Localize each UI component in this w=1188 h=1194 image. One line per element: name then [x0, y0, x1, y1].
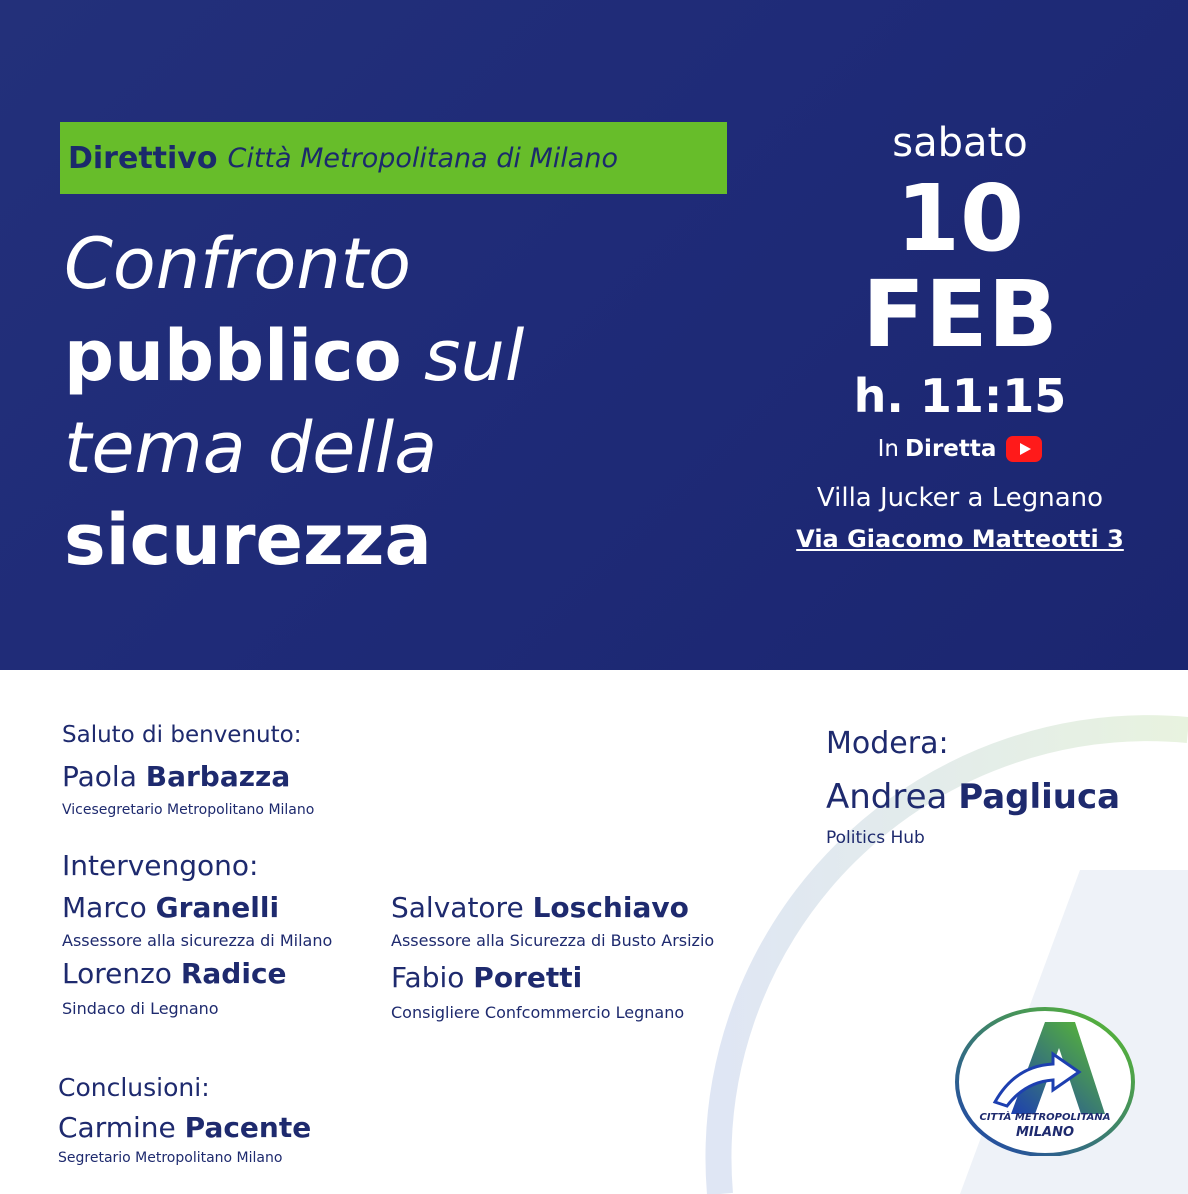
speaker-name [391, 958, 684, 998]
live-label: Diretta [904, 436, 997, 462]
first-name: Paola [62, 760, 137, 793]
last-name: Pagliuca [958, 777, 1121, 817]
conclusions-speaker-name [58, 1106, 311, 1150]
moderator-block [826, 724, 1120, 846]
conclusions-speaker-role: Segretario Metropolitano Milano [58, 1150, 283, 1166]
tag-bold-text: Direttivo [68, 140, 218, 176]
first-name: Carmine [58, 1111, 176, 1144]
welcome-speaker-name [62, 752, 314, 802]
tag-italic-text: Città Metropolitana di Milano [227, 142, 618, 174]
youtube-icon[interactable] [1006, 436, 1042, 462]
moderator-role: Politics Hub [826, 828, 925, 848]
event-address-link[interactable]: Via Giacomo Matteotti 3 [796, 525, 1124, 553]
speaker-name [62, 888, 332, 928]
last-name: Loschiavo [532, 891, 689, 924]
conclusions-heading: Conclusioni: [58, 1073, 210, 1102]
headline-line2-light: sul [424, 315, 525, 397]
headline-line1: Confronto [64, 223, 411, 305]
speaker-name [62, 954, 287, 994]
last-name: Radice [180, 957, 287, 990]
headline-line2-bold: pubblico [64, 315, 402, 397]
speaker-card [62, 954, 287, 1024]
speaker-role: Sindaco di Legnano [62, 999, 219, 1018]
welcome-speaker-role: Vicesegretario Metropolitano Milano [62, 802, 315, 818]
event-day: 10 [895, 165, 1025, 272]
speaker-role: Assessore alla sicurezza di Milano [62, 931, 333, 950]
event-venue: Villa Jucker a Legnano [816, 483, 1104, 513]
speaker-name [391, 888, 714, 928]
citta-metropolitana-logo [955, 1006, 1137, 1160]
last-name: Pacente [184, 1111, 312, 1144]
speaker-role: Assessore alla Sicurezza di Busto Arsizio [391, 931, 715, 950]
first-name: Salvatore [391, 891, 524, 924]
headline-line3: tema della [64, 407, 438, 489]
last-name: Poretti [473, 961, 583, 994]
logo-line1: CITTÀ METROPOLITANA [979, 1112, 1111, 1123]
first-name: Lorenzo [62, 957, 172, 990]
moderator-heading: Modera: [826, 726, 949, 761]
first-name: Marco [62, 891, 147, 924]
last-name: Granelli [155, 891, 280, 924]
last-name: Barbazza [145, 760, 291, 793]
speaker-role: Consigliere Confcommercio Legnano [391, 1003, 685, 1022]
first-name: Fabio [391, 961, 465, 994]
conclusions-block [58, 1070, 311, 1166]
first-name: Andrea [826, 777, 948, 817]
live-indicator[interactable] [760, 429, 1160, 469]
headline-line4: sicurezza [64, 499, 432, 581]
welcome-heading: Saluto di benvenuto: [62, 722, 302, 748]
speaker-card [391, 958, 684, 1028]
event-date-block [760, 115, 1160, 559]
speaker-card [62, 888, 332, 954]
logo-emblem [955, 1006, 1137, 1156]
live-prefix: In [877, 436, 899, 462]
event-headline [64, 218, 524, 586]
speaker-card [391, 888, 714, 954]
speakers-heading: Intervengono: [62, 849, 259, 882]
event-weekday: sabato [892, 120, 1028, 166]
moderator-name [826, 764, 1120, 830]
event-time: h. 11:15 [853, 369, 1067, 423]
logo-line2: MILANO [1015, 1125, 1075, 1140]
organization-tag [60, 122, 727, 194]
event-month: FEB [862, 261, 1058, 368]
welcome-block [62, 718, 314, 818]
